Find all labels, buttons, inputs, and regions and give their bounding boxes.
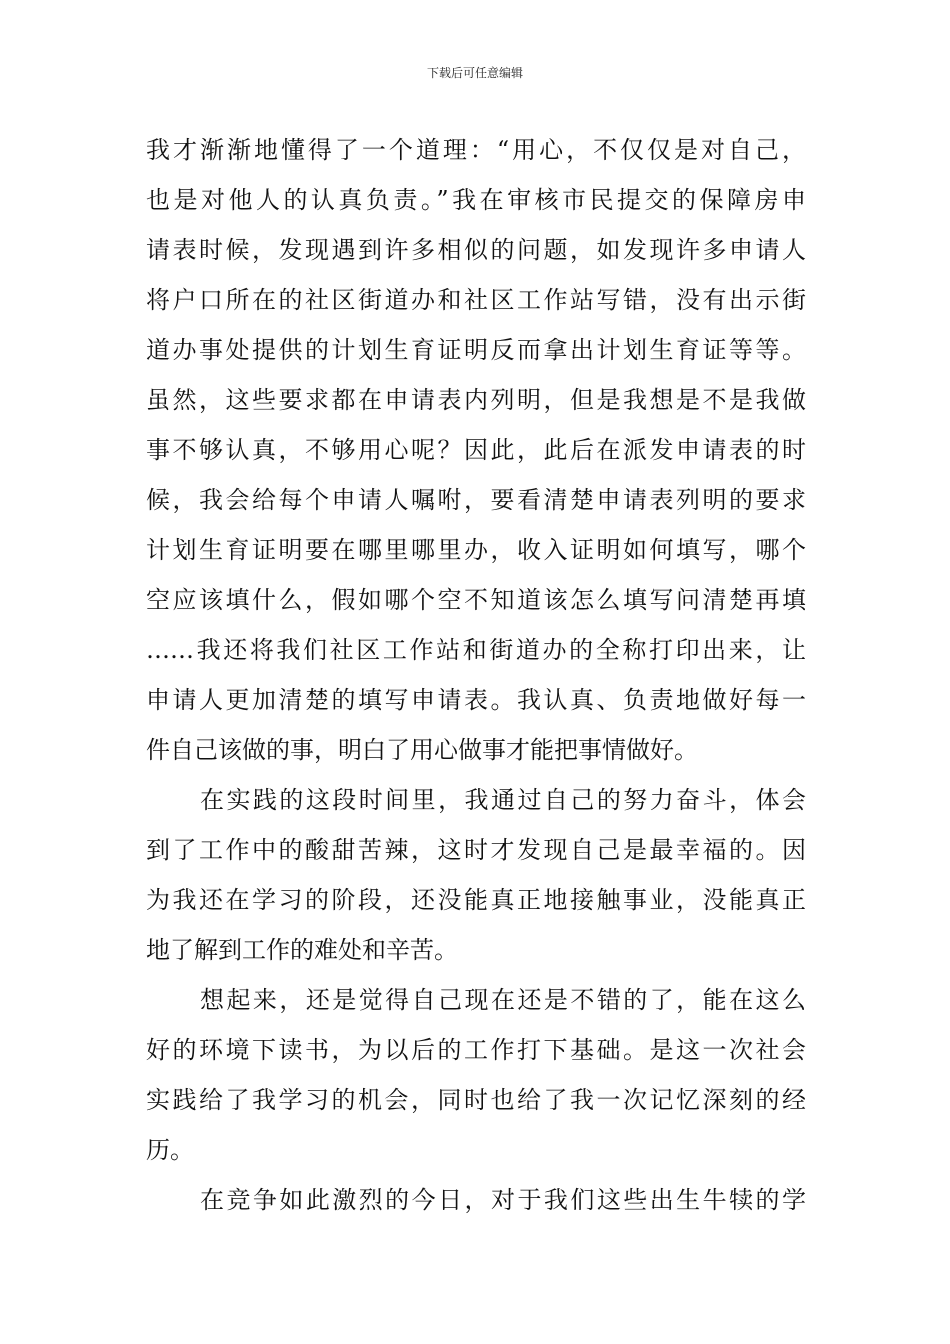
text-line: 计划生育证明要在哪里哪里办，收入证明如何填写，哪个 bbox=[146, 536, 806, 564]
text-line: 到了工作中的酸甜苦辣，这时才发现自己是最幸福的。因 bbox=[146, 836, 806, 864]
paragraph-first-line: 在竞争如此激烈的今日，对于我们这些出生牛犊的学 bbox=[200, 1186, 806, 1214]
text-line: 将户口所在的社区街道办和社区工作站写错，没有出示街 bbox=[146, 286, 806, 314]
text-line: ……我还将我们社区工作站和街道办的全称打印出来，让 bbox=[146, 636, 806, 664]
text-line: 道办事处提供的计划生育证明反而拿出计划生育证等等。 bbox=[146, 336, 806, 364]
text-line: 历。 bbox=[146, 1136, 194, 1164]
text-line: 实践给了我学习的机会，同时也给了我一次记忆深刻的经 bbox=[146, 1086, 806, 1114]
text-line: 请表时候，发现遇到许多相似的问题，如发现许多申请人 bbox=[146, 236, 806, 264]
text-line: 地了解到工作的难处和辛苦。 bbox=[146, 936, 458, 964]
text-line: 件自己该做的事，明白了用心做事才能把事情做好。 bbox=[146, 736, 698, 764]
text-line: 事不够认真，不够用心呢？因此，此后在派发申请表的时 bbox=[146, 436, 806, 464]
text-line: 为我还在学习的阶段，还没能真正地接触事业，没能真正 bbox=[146, 886, 806, 914]
body-text bbox=[146, 125, 806, 1225]
paragraph-first-line: 想起来，还是觉得自己现在还是不错的了，能在这么 bbox=[200, 986, 806, 1014]
page-header: 下载后可任意编辑 bbox=[426, 66, 523, 80]
text-line: 也是对他人的认真负责。”我在审核市民提交的保障房申 bbox=[146, 186, 806, 214]
text-line: 申请人更加清楚的填写申请表。我认真、负责地做好每一 bbox=[146, 686, 806, 714]
text-line: 候，我会给每个申请人嘱咐，要看清楚申请表列明的要求 bbox=[146, 486, 806, 514]
text-line: 我才渐渐地懂得了一个道理：“用心，不仅仅是对自己， bbox=[146, 136, 806, 164]
text-line: 好的环境下读书，为以后的工作打下基础。是这一次社会 bbox=[146, 1036, 806, 1064]
text-line: 空应该填什么，假如哪个空不知道该怎么填写问清楚再填 bbox=[146, 586, 806, 614]
text-line: 虽然，这些要求都在申请表内列明，但是我想是不是我做 bbox=[146, 386, 806, 414]
paragraph-first-line: 在实践的这段时间里，我通过自己的努力奋斗，体会 bbox=[200, 786, 806, 814]
